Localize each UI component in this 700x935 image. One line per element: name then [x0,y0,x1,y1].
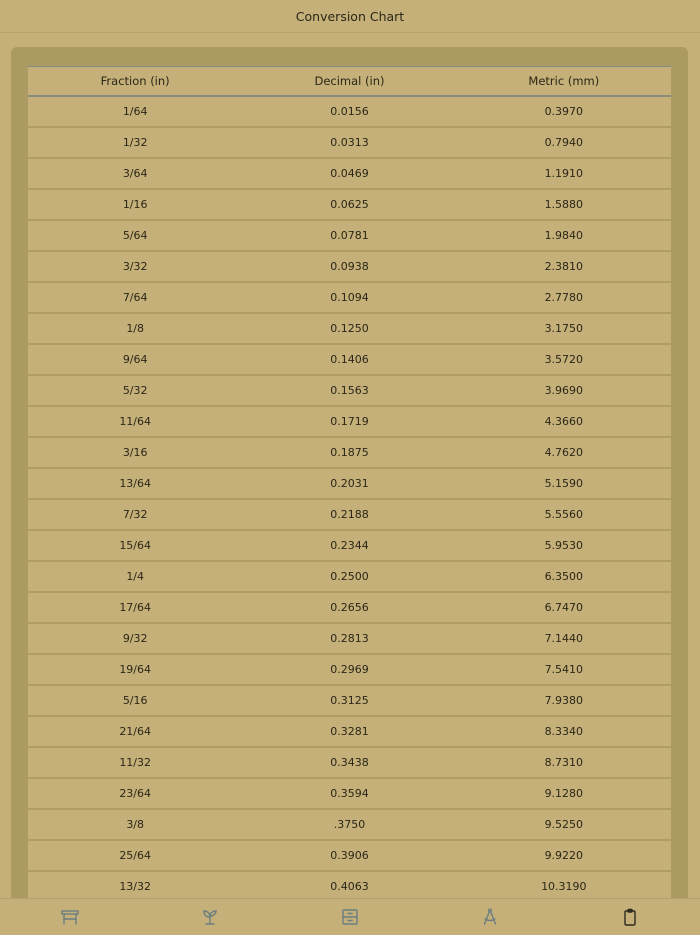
conversion-card [11,47,688,907]
table-row [28,97,671,128]
cell-fraction: 17/64 [119,601,152,614]
cell-metric: 9.9220 [544,849,584,862]
table-row [28,128,671,159]
cell-fraction: 23/64 [119,787,152,800]
cell-decimal: .3750 [333,818,366,831]
cell-fraction: 13/64 [119,477,152,490]
cell-fraction: 3/32 [122,260,148,273]
cell-fraction: 3/8 [126,818,145,831]
cell-decimal: 0.0781 [330,229,369,242]
cell-metric: 3.9690 [544,384,584,397]
cell-decimal: 0.3281 [330,725,369,738]
cell-decimal: 0.0625 [330,198,369,211]
table-row [28,748,671,779]
cell-metric: 9.5250 [544,818,584,831]
table-row [28,500,671,531]
cell-decimal: 0.0156 [330,105,369,118]
cell-fraction: 11/64 [119,415,152,428]
cell-metric: 8.7310 [544,756,584,769]
cell-fraction: 5/16 [122,694,148,707]
table-body [28,97,671,903]
table-row [28,655,671,686]
table-row [28,531,671,562]
cell-fraction: 9/64 [122,353,148,366]
compass-icon [480,907,500,927]
cell-metric: 3.1750 [544,322,584,335]
cell-decimal: 0.4063 [330,880,369,893]
sprout-icon [200,907,220,927]
table-row [28,407,671,438]
title-bar [0,0,700,33]
cell-decimal: 0.3906 [330,849,369,862]
cell-metric: 5.1590 [544,477,584,490]
cell-metric: 8.3340 [544,725,584,738]
cell-fraction: 1/16 [122,198,148,211]
cell-decimal: 0.3438 [330,756,369,769]
cell-decimal: 0.2656 [330,601,369,614]
cell-metric: 1.9840 [544,229,584,242]
table-row [28,314,671,345]
cell-fraction: 21/64 [119,725,152,738]
cell-fraction: 1/32 [122,136,148,149]
cell-decimal: 0.2344 [330,539,369,552]
cell-fraction: 3/64 [122,167,148,180]
cell-metric: 0.7940 [544,136,584,149]
table-row [28,283,671,314]
table-row [28,562,671,593]
cell-metric: 4.3660 [544,415,584,428]
cell-metric: 6.7470 [544,601,584,614]
table-row [28,345,671,376]
table-row [28,190,671,221]
page-title: Conversion Chart [295,8,405,24]
table-row [28,438,671,469]
table-row [28,841,671,872]
cell-fraction: 13/32 [119,880,152,893]
cell-metric: 5.5560 [544,508,584,521]
cell-decimal: 0.2031 [330,477,369,490]
cell-metric: 2.3810 [544,260,584,273]
cell-fraction: 1/8 [126,322,145,335]
cell-fraction: 5/32 [122,384,148,397]
tab-bar [0,898,700,935]
table-row [28,159,671,190]
cell-fraction: 1/4 [126,570,145,583]
cell-decimal: 0.2969 [330,663,369,676]
tab-workbench[interactable] [0,899,140,935]
cell-decimal: 0.2813 [330,632,369,645]
cell-decimal: 0.1094 [330,291,369,304]
cell-metric: 1.1910 [544,167,584,180]
cell-decimal: 0.1406 [330,353,369,366]
cell-fraction: 15/64 [119,539,152,552]
cell-metric: 10.3190 [541,880,587,893]
cell-fraction: 5/64 [122,229,148,242]
cell-metric: 5.9530 [544,539,584,552]
cell-fraction: 7/64 [122,291,148,304]
table-header [28,66,671,97]
cell-metric: 6.3500 [544,570,584,583]
cell-decimal: 0.1563 [330,384,369,397]
table-row [28,469,671,500]
cell-metric: 0.3970 [544,105,584,118]
cell-fraction: 9/32 [122,632,148,645]
cell-metric: 7.1440 [544,632,584,645]
cell-fraction: 19/64 [119,663,152,676]
column-header-decimal: Decimal (in) [314,74,385,88]
column-header-metric: Metric (mm) [528,74,600,88]
cell-decimal: 0.3594 [330,787,369,800]
cell-decimal: 0.1875 [330,446,369,459]
cell-fraction: 3/16 [122,446,148,459]
cell-decimal: 0.2500 [330,570,369,583]
cell-fraction: 7/32 [122,508,148,521]
cell-metric: 9.1280 [544,787,584,800]
cell-decimal: 0.0313 [330,136,369,149]
table-row [28,717,671,748]
table-row [28,779,671,810]
cell-metric: 4.7620 [544,446,584,459]
table-row [28,593,671,624]
table-row [28,686,671,717]
table-row [28,624,671,655]
tab-sprout[interactable] [140,899,280,935]
table-row [28,810,671,841]
table-row [28,376,671,407]
cell-metric: 7.9380 [544,694,584,707]
workbench-icon [60,907,80,927]
cell-decimal: 0.0938 [330,260,369,273]
cell-metric: 3.5720 [544,353,584,366]
cabinet-icon [340,907,360,927]
cell-decimal: 0.0469 [330,167,369,180]
cell-metric: 7.5410 [544,663,584,676]
cell-fraction: 1/64 [122,105,148,118]
cell-metric: 1.5880 [544,198,584,211]
cell-fraction: 11/32 [119,756,152,769]
cell-decimal: 0.1719 [330,415,369,428]
table-row [28,221,671,252]
cell-metric: 2.7780 [544,291,584,304]
cell-fraction: 25/64 [119,849,152,862]
conversion-table [28,66,671,903]
table-row [28,252,671,283]
tab-clipboard[interactable] [560,899,700,935]
clipboard-icon [620,907,640,927]
cell-decimal: 0.3125 [330,694,369,707]
column-header-fraction: Fraction (in) [100,74,170,88]
tab-compass[interactable] [420,899,560,935]
cell-decimal: 0.1250 [330,322,369,335]
cell-decimal: 0.2188 [330,508,369,521]
tab-cabinet[interactable] [280,899,420,935]
